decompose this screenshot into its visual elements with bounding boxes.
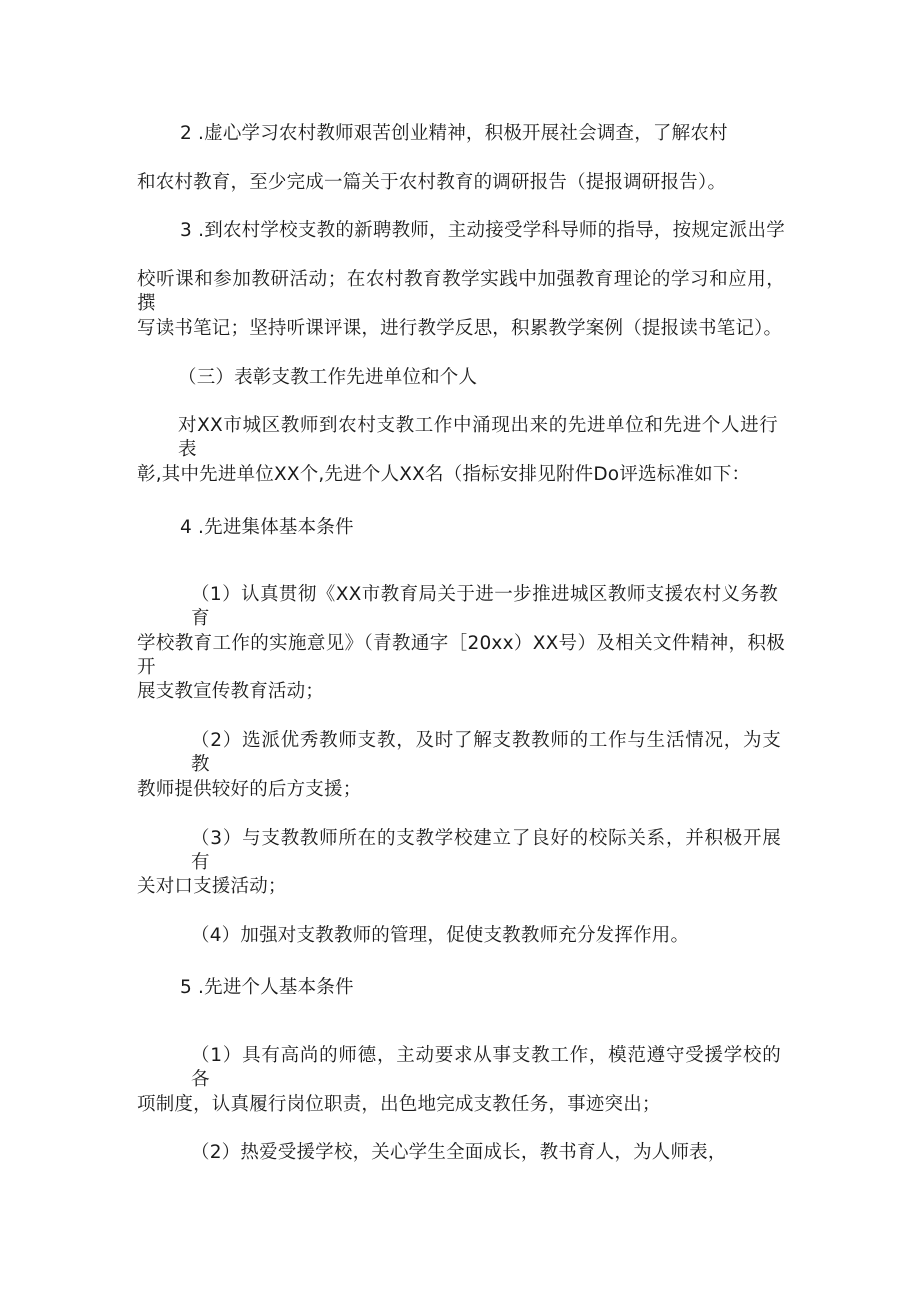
- paragraph-line: （1）具有高尚的师德，主动要求从事支教工作，模范遵守受援学校的各: [191, 1045, 781, 1090]
- paragraph-line: 项制度，认真履行岗位职责，出色地完成支教任务，事迹突出；: [137, 1094, 661, 1115]
- paragraph-line: （2）热爱受援学校，关心学生全面成长，教书育人，为人师表，: [191, 1142, 727, 1163]
- paragraph-line: 教师提供较好的后方支援；: [137, 779, 362, 800]
- paragraph-line: 展支教宣传教育活动；: [137, 681, 325, 702]
- paragraph-line: 和农村教育，至少完成一篇关于农村教育的调研报告（提报调研报告）。: [137, 172, 727, 193]
- paragraph-line: 2 .虚心学习农村教师艰苦创业精神，积极开展社会调查，了解农村: [180, 123, 728, 144]
- paragraph-line: 校听课和参加教研活动；在农村教育教学实践中加强教育理论的学习和应用，撰: [137, 269, 785, 314]
- section-heading: （三）表彰支教工作先进单位和个人: [178, 367, 478, 388]
- paragraph-line: 学校教育工作的实施意见》（青教通字［20xx）XX号）及相关文件精神，积极开: [137, 633, 785, 678]
- paragraph-line: （3）与支教教师所在的支教学校建立了良好的校际关系，并积极开展有: [191, 828, 781, 873]
- paragraph-line: 彰,其中先进单位XX个,先进个人XX名（指标安排见附件Do评选标准如下：: [137, 464, 751, 485]
- paragraph-line: （4）加强对支教教师的管理，促使支教教师充分发挥作用。: [191, 925, 690, 946]
- subsection-heading: 4 .先进集体基本条件: [180, 517, 354, 538]
- paragraph-line: 对XX市城区教师到农村支教工作中涌现出来的先进单位和先进个人进行表: [178, 415, 778, 460]
- paragraph-line: （1）认真贯彻《XX市教育局关于进一步推进城区教师支援农村义务教育: [191, 584, 778, 629]
- paragraph-line: 写读书笔记；坚持听课评课，进行教学反思，积累教学案例（提报读书笔记）。: [137, 318, 783, 339]
- paragraph-line: 关对口支援活动；: [137, 876, 287, 897]
- subsection-heading: 5 .先进个人基本条件: [180, 977, 354, 998]
- paragraph-line: （2）选派优秀教师支教，及时了解支教教师的工作与生活情况，为支教: [191, 730, 781, 775]
- paragraph-line: 3 .到农村学校支教的新聘教师，主动接受学科导师的指导，按规定派出学: [180, 220, 785, 241]
